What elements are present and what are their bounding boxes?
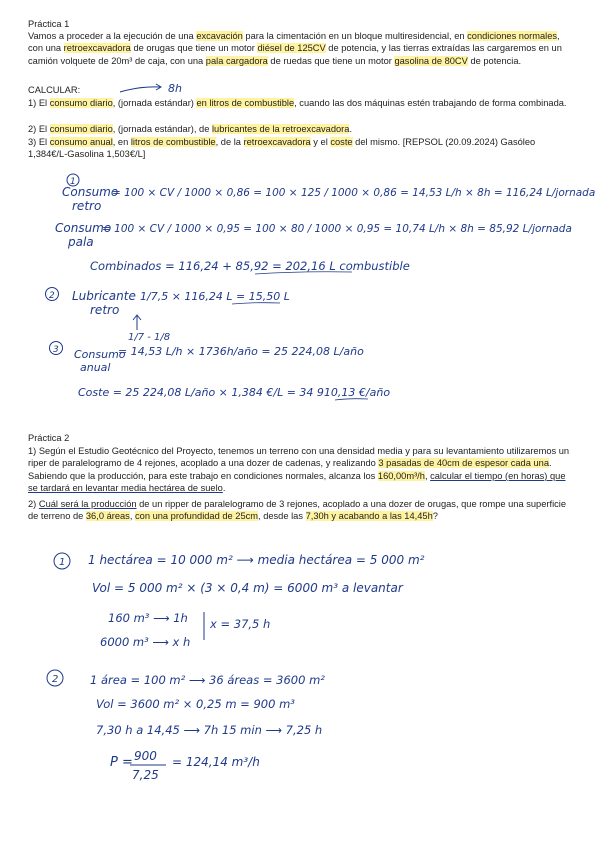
text-segment: para la cimentación en un bloque multiresidencial, en (242, 31, 468, 41)
underlined-text: calcular el tiempo (en horas) que se tardará en levantar media hectárea de suelo (28, 470, 566, 494)
hw-p2-n2: 2 (52, 674, 59, 685)
text-segment: , cuando las dos máquinas estén trabajando de forma combinada. (294, 98, 567, 108)
highlighted-text: 7,30h y acabando a las 14,45h (305, 511, 433, 522)
highlighted-text: coste (330, 137, 353, 147)
text-segment: 3) El (28, 137, 50, 147)
hw-p1-n2: 2 (49, 291, 55, 301)
text-segment: , desde las (258, 511, 306, 522)
text-segment: de orugas que tiene un motor (130, 43, 258, 54)
hw-p2-l7d: = 124,14 m³/h (172, 755, 260, 769)
highlighted-text: consumo diario (49, 124, 113, 134)
text-segment: , en (112, 137, 131, 147)
hw-fraction-note: 1/7 - 1/8 (128, 332, 171, 343)
highlighted-text: consumo diario (49, 98, 113, 108)
text-segment: . (349, 124, 353, 134)
highlighted-text: gasolina de 80CV (394, 55, 468, 66)
highlighted-text: 36,0 áreas (85, 511, 130, 522)
highlighted-text: excavación (196, 31, 243, 41)
text-segment: , con una (28, 31, 560, 54)
hw-consumo-retro-b: retro (72, 199, 102, 213)
text-segment: de un ripper de paralelogramo de 3 rejones, acoplado a una dozer de orugas, que rompe una superficie de terreno de (28, 499, 567, 522)
arrow-icon (120, 87, 160, 92)
highlighted-text: lubricantes de la retroexcavadora (211, 124, 350, 134)
text-segment: , de la (215, 137, 244, 147)
hw-eq4: = 14,53 L/h × 1736h/año = 25 224,08 L/año (118, 345, 364, 358)
hw-coste: Coste = 25 224,08 L/año × 1,384 €/L = 34 910,13 €/año (78, 386, 391, 399)
text-segment: , (424, 470, 431, 481)
hw-eq3: 1/7,5 × 116,24 L = 15,50 L (140, 290, 290, 303)
hw-combinados: Combinados = 116,24 + 85,92 = 202,16 L combustible (90, 259, 410, 273)
highlighted-text: pala cargadora (205, 55, 268, 66)
hw-p1-n3: 3 (53, 345, 59, 355)
highlighted-text: 160,00m³/h (377, 470, 425, 481)
text-segment: Vamos a proceder a la ejecución de una (28, 31, 197, 41)
text-segment: 1) El (28, 98, 50, 108)
arrow-up-icon (133, 315, 141, 330)
hw-p2-l5: Vol = 3600 m² × 0,25 m = 900 m³ (96, 697, 295, 711)
underlined-text: Cuál será la producción (38, 499, 137, 509)
highlighted-text: retroexcavadora (243, 137, 311, 147)
hw-lub-a: Lubricante (72, 289, 136, 303)
hw-consumo-retro-a: Consumo (62, 185, 119, 199)
hw-p2-l1: 1 hectárea = 10 000 m² ⟶ media hectárea = 5 000 m² (88, 553, 425, 567)
hw-eq1: = 100 × CV / 1000 × 0,86 = 100 × 125 / 1000 × 0,86 = 14,53 L/h × 8h = 116,24 L/jornada (112, 187, 596, 199)
hw-p2-l4: 1 área = 100 m² ⟶ 36 áreas = 3600 m² (90, 673, 325, 687)
hw-eq2: = 100 × CV / 1000 × 0,95 = 100 × 80 / 1000 × 0,95 = 10,74 L/h × 8h = 85,92 L/jornada (102, 223, 572, 235)
text-segment: ? (432, 511, 438, 522)
text-segment: y el (310, 137, 331, 147)
p2-title: Práctica 2 (28, 433, 70, 443)
text-segment: , (jornada estándar) (112, 98, 197, 108)
hw-anual-b: anual (80, 361, 111, 374)
hw-consumo-pala-a: Consumo (55, 221, 112, 235)
text-segment: . (222, 483, 226, 494)
text-segment: 1) Según el Estudio Geotécnico del Proyecto, tenemos un terreno con una densidad media y para su levantamiento utilizaremos un riper de paralelogramo de 4 rejones, acoplado a una dozer de cadenas, y realizando (28, 446, 570, 469)
text-segment: de potencia, y las tierras extraídas las cargaremos en un camión volquete de 20m³ de caja, con una (28, 43, 562, 66)
hw-p2-l7b: 900 (134, 749, 157, 763)
note-8h: 8h (168, 82, 182, 95)
hw-lub-b: retro (90, 303, 120, 317)
hw-p2-l7a: P = (110, 755, 133, 770)
text-segment: de ruedas que tiene un motor (267, 55, 395, 66)
hw-p2-l3b: 6000 m³ ⟶ x h (100, 635, 191, 649)
hw-p2-l6: 7,30 h a 14,45 ⟶ 7h 15 min ⟶ 7,25 h (96, 723, 323, 737)
highlighted-text: diésel de 125CV (257, 43, 326, 54)
highlighted-text: en litros de combustible (196, 98, 295, 108)
hw-consumo-pala-b: pala (68, 235, 94, 249)
highlighted-text: con una profundidad de 25cm (135, 511, 259, 522)
text-segment: . Sabiendo que la producción, para este trabajo en condiciones normales, alcanza los (28, 458, 552, 481)
highlighted-text: retroexcavadora (63, 43, 131, 54)
text-segment: del mismo. [REPSOL (20.09.2024) Gasóleo 1,384€/L-Gasolina 1,503€/L] (28, 137, 536, 160)
text-segment: 2) (28, 499, 39, 509)
p1-title: Práctica 1 (28, 19, 70, 29)
hw-p2-l2: Vol = 5 000 m² × (3 × 0,4 m) = 6000 m³ a levantar (92, 581, 403, 595)
text-segment: 2) El (28, 124, 50, 134)
hw-anual-a: Consumo (74, 348, 126, 361)
hw-p2-n1: 1 (59, 557, 66, 568)
hw-p2-l3a: 160 m³ ⟶ 1h (108, 611, 188, 625)
p1-calc-label: CALCULAR: (28, 85, 81, 95)
highlighted-text: 3 pasadas de 40cm de espesor cada una (378, 458, 549, 469)
text-segment: de potencia. (467, 55, 522, 66)
hw-p2-l7c: 7,25 (132, 768, 159, 782)
highlighted-text: condiciones normales (467, 31, 558, 41)
highlighted-text: litros de combustible (130, 137, 216, 147)
text-segment: , (129, 511, 135, 522)
hw-p1-n1: 1 (70, 177, 76, 187)
hw-p2-l3c: x = 37,5 h (210, 617, 271, 631)
highlighted-text: consumo anual (49, 137, 113, 147)
text-segment: , (jornada estándar), de (112, 124, 212, 134)
